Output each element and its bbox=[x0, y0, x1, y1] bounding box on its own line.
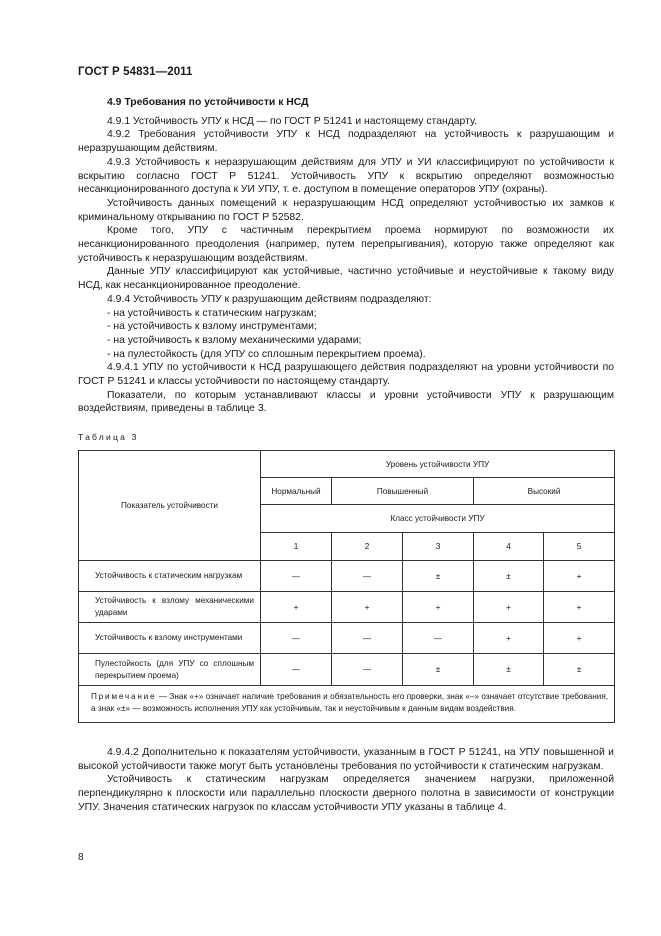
table-row bbox=[79, 592, 615, 623]
list-item: - на устойчивость к взлому инструментами; bbox=[107, 321, 317, 333]
paragraph: Данные УПУ классифицируют как устойчивые, частично устойчивые и неустойчивые к такому виду НСД, как несанкционированное преодоление. bbox=[78, 266, 614, 292]
table-caption: Таблица 3 bbox=[78, 432, 139, 442]
value-cell: + bbox=[261, 592, 332, 623]
paragraph: Кроме того, УПУ с частичным перекрытием проема нормируют по возможности их несанкционированного преодоления (например, путем перепрыгивания), которую также определяют как устойчивость к неразрушающим воздействиям. bbox=[78, 225, 614, 264]
value-cell: + bbox=[544, 623, 615, 654]
table-note bbox=[79, 686, 615, 723]
value-cell: — bbox=[332, 623, 403, 654]
list-item: - на устойчивость к статическим нагрузкам; bbox=[107, 307, 317, 319]
class-cell: 3 bbox=[403, 533, 474, 561]
table-row bbox=[79, 654, 615, 686]
value-cell: — bbox=[261, 561, 332, 592]
value-cell: ± bbox=[403, 654, 474, 686]
value-cell: + bbox=[474, 592, 544, 623]
paragraph: Показатели, по которым устанавливают классы и уровни устойчивости УПУ к разрушающим воздействиям, приведены в таблице 3. bbox=[78, 389, 614, 415]
note-text: — Знак «+» означает наличие требования и обязательность его проверки, знак «–» означает отсутствие требования, а знак «±» — возможность исполнения УПУ как устойчивым, так и неустойчивым к данным видам воздействия. bbox=[91, 692, 609, 714]
row-label: Устойчивость к взлому механическими ударами bbox=[79, 592, 261, 623]
row-label: Устойчивость к взлому инструментами bbox=[79, 623, 261, 654]
document-header: ГОСТ Р 54831—2011 bbox=[78, 66, 193, 78]
class-cell: 4 bbox=[474, 533, 544, 561]
value-cell: ± bbox=[474, 561, 544, 592]
list-item: - на устойчивость к взлому механическими ударами; bbox=[107, 334, 362, 346]
value-cell: + bbox=[403, 592, 474, 623]
paragraph: 4.9.1 Устойчивость УПУ к НСД — по ГОСТ Р 51241 и настоящему стандарту. bbox=[107, 115, 478, 127]
paragraph: 4.9.4.1 УПУ по устойчивости к НСД разрушающего действия подразделяют на уровни устойчивости по ГОСТ Р 51241 и классы устойчивости по настоящему стандарту. bbox=[78, 362, 614, 388]
row-label: Устойчивость к статическим нагрузкам bbox=[79, 561, 261, 592]
value-cell: ± bbox=[403, 561, 474, 592]
value-cell: ± bbox=[474, 654, 544, 686]
page-number: 8 bbox=[78, 852, 84, 863]
value-cell: ± bbox=[544, 654, 615, 686]
row-label: Пулестойкость (для УПУ со сплошным перекрытием проема) bbox=[79, 654, 261, 686]
level-cell: Высокий bbox=[474, 478, 615, 505]
value-cell: — bbox=[332, 654, 403, 686]
class-cell: 5 bbox=[544, 533, 615, 561]
value-cell: + bbox=[474, 623, 544, 654]
indicator-header: Показатель устойчивости bbox=[79, 451, 261, 561]
class-cell: 1 bbox=[261, 533, 332, 561]
paragraph: 4.9.4.2 Дополнительно к показателям устойчивости, указанным в ГОСТ Р 51241, на УПУ повышенной и высокой устойчивости также могут быть установлены требования по устойчивости к статическим нагрузкам. bbox=[78, 747, 614, 772]
value-cell: — bbox=[261, 654, 332, 686]
value-cell: — bbox=[332, 561, 403, 592]
class-header: Класс устойчивости УПУ bbox=[261, 505, 615, 533]
table-note-row bbox=[79, 686, 615, 723]
class-cell: 2 bbox=[332, 533, 403, 561]
value-cell: — bbox=[261, 623, 332, 654]
level-cell: Нормальный bbox=[261, 478, 332, 505]
stability-table bbox=[78, 450, 615, 723]
list-item: - на пулестойкость (для УПУ со сплошным перекрытием проема). bbox=[107, 348, 426, 360]
table-row bbox=[79, 623, 615, 654]
level-header: Уровень устойчивости УПУ bbox=[261, 451, 615, 478]
paragraph: Устойчивость к статическим нагрузкам определяется значением нагрузки, приложенной перпендикулярно к плоскости или параллельно плоскости дверного полотна в зависимости от конструкции УПУ. Значения статических нагрузок по классам устойчивости УПУ указаны в таблице 4. bbox=[78, 774, 614, 813]
value-cell: + bbox=[332, 592, 403, 623]
section-title: 4.9 Требования по устойчивости к НСД bbox=[107, 97, 309, 108]
value-cell: + bbox=[544, 592, 615, 623]
value-cell: — bbox=[403, 623, 474, 654]
paragraph: 4.9.3 Устойчивость к неразрушающим действиям для УПУ и УИ классифицируют по устойчивости к вскрытию согласно ГОСТ Р 51241. Устойчивость УПУ к вскрытию определяют возможностью несанкционированного доступа к УИ УПУ, т. е. доступом в помещение операторов УПУ (охраны). bbox=[78, 156, 614, 196]
note-label: Примечание bbox=[91, 692, 157, 701]
section-body bbox=[78, 96, 614, 416]
value-cell: + bbox=[544, 561, 615, 592]
level-cell: Повышенный bbox=[332, 478, 474, 505]
paragraph: Устойчивость данных помещений к неразрушающим НСД определяют устойчивостью их замков к криминальному открыванию по ГОСТ Р 52582. bbox=[78, 197, 614, 223]
after-table-body bbox=[78, 746, 614, 815]
paragraph: 4.9.2 Требования устойчивости УПУ к НСД подразделяют на устойчивость к разрушающим и неразрушающим действиям. bbox=[78, 129, 614, 155]
paragraph: 4.9.4 Устойчивость УПУ к разрушающим действиям подразделяют: bbox=[107, 293, 432, 305]
table-row bbox=[79, 561, 615, 592]
